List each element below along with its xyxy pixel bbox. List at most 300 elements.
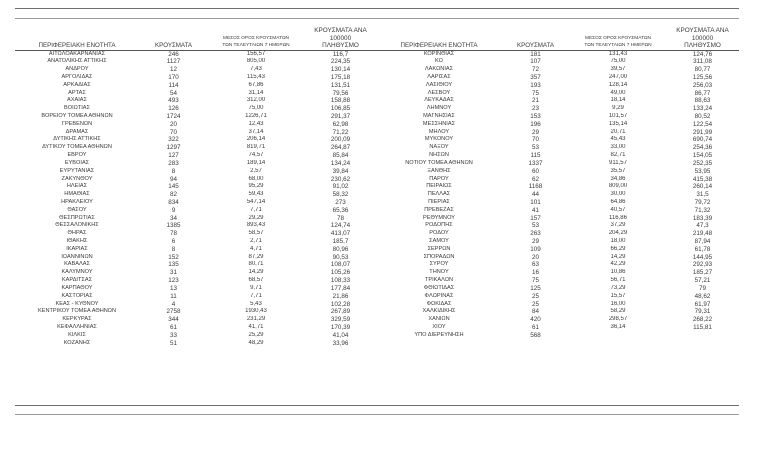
table-row — [377, 97, 739, 105]
region-cell: ΚΑΡΠΑΘΟΥ — [61, 284, 93, 291]
header-row — [377, 27, 739, 50]
cases-cell: 21 — [531, 97, 539, 105]
table-row — [15, 105, 377, 113]
region-cell: ΕΥΒΟΙΑΣ — [64, 159, 90, 166]
region-cell: ΙΩΑΝΝΙΝΩΝ — [61, 253, 93, 260]
table-body-left — [15, 50, 377, 347]
cases-cell: 51 — [169, 339, 177, 347]
cases-cell: 181 — [530, 50, 541, 58]
cases-cell: 82 — [169, 191, 177, 199]
cases-cell: 153 — [530, 113, 541, 120]
region-cell: ΙΘΑΚΗΣ — [66, 238, 88, 244]
cases-cell: 109 — [530, 245, 541, 253]
header-avg-line1: ΜΕΣΟΣ ΟΡΟΣ ΚΡΟΥΣΜΑΤΩΝ — [584, 35, 652, 41]
avg-cell: 56,71 — [610, 277, 626, 284]
table-row — [377, 82, 739, 90]
table-row — [15, 50, 377, 58]
cases-cell: 344 — [168, 316, 179, 324]
cases-cell: 152 — [168, 253, 179, 261]
table-row — [377, 66, 739, 74]
table-row — [15, 332, 377, 340]
cases-cell: 322 — [168, 136, 179, 144]
per100k-cell: 183,39 — [692, 214, 713, 222]
cases-cell: 78 — [169, 230, 177, 238]
region-cell: ΚΕΦΑΛΛΗΝΙΑΣ — [57, 323, 97, 330]
table-row — [15, 207, 377, 215]
per100k-cell: 41,04 — [332, 331, 349, 339]
avg-cell: 48,29 — [248, 339, 264, 346]
header-per100k-line1: ΚΡΟΥΣΜΑΤΑ ΑΝΑ 100000 — [676, 27, 729, 42]
avg-cell: 14,29 — [248, 269, 264, 276]
cases-cell: 123 — [168, 277, 179, 285]
per100k-cell: 144,95 — [692, 253, 713, 261]
per100k-cell: 87,94 — [694, 238, 711, 245]
cases-cell: 1127 — [166, 58, 181, 66]
region-cell: ΓΡΕΒΕΝΩΝ — [61, 120, 93, 127]
per100k-cell: 125,56 — [692, 73, 713, 81]
table-row — [377, 121, 739, 129]
region-cell: ΕΒΡΟΥ — [67, 152, 87, 159]
avg-cell: 25,29 — [248, 331, 264, 338]
avg-cell: 135,14 — [608, 120, 628, 127]
cases-cell: 1168 — [528, 183, 543, 191]
avg-cell: 911,57 — [609, 159, 627, 166]
table-row — [15, 308, 377, 316]
avg-cell: 30,00 — [610, 191, 626, 198]
region-cell: ΑΡΚΑΔΙΑΣ — [63, 81, 91, 88]
table-row — [15, 113, 377, 121]
avg-cell: 805,00 — [246, 58, 266, 65]
avg-cell: 156,57 — [246, 50, 266, 57]
per100k-cell: 91,02 — [332, 183, 349, 191]
avg-cell: 116,86 — [609, 214, 627, 221]
region-cell: ΣΑΜΟΥ — [429, 238, 449, 244]
bottom-rule-secondary — [15, 414, 739, 415]
cases-cell: 193 — [530, 81, 541, 89]
region-cell: ΣΠΟΡΑΔΩΝ — [423, 253, 455, 260]
table-row — [15, 246, 377, 254]
region-cell: ΡΟΔΟΥ — [429, 230, 449, 237]
cases-cell: 23 — [531, 105, 539, 113]
table-row — [15, 152, 377, 160]
per100k-cell: 170,39 — [330, 323, 351, 331]
avg-cell: 115,43 — [247, 73, 265, 80]
avg-cell: 39,57 — [610, 66, 626, 73]
per100k-cell: 85,84 — [332, 152, 349, 160]
per100k-cell: 105,26 — [330, 269, 351, 277]
avg-cell: 42,29 — [610, 261, 626, 268]
avg-cell — [570, 332, 666, 340]
avg-cell: 809,00 — [608, 183, 628, 190]
top-rule — [15, 8, 739, 9]
avg-cell: 893,43 — [246, 222, 266, 229]
avg-cell: 75,00 — [610, 58, 626, 65]
header-avg-line1: ΜΕΣΟΣ ΟΡΟΣ ΚΡΟΥΣΜΑΤΩΝ — [222, 35, 290, 41]
avg-cell: 247,00 — [608, 73, 628, 80]
region-cell: ΝΟΤΙΟΥ ΤΟΜΕΑ ΑΘΗΝΩΝ — [405, 159, 473, 166]
per100k-cell: 134,24 — [330, 159, 351, 167]
table-row — [15, 191, 377, 199]
avg-cell: 58,57 — [248, 230, 264, 237]
region-cell: ΑΙΤΩΛΟΑΚΑΡΝΑΝΙΑΣ — [48, 50, 106, 57]
cases-cell: 31 — [169, 269, 177, 277]
cases-cell: 61 — [169, 323, 177, 331]
per100k-cell: 106,85 — [330, 105, 351, 113]
avg-cell: 1930,43 — [245, 308, 267, 315]
table-row — [15, 230, 377, 238]
per100k-cell: 108,07 — [330, 261, 351, 269]
region-cell: ΡΟΔΟΠΗΣ — [425, 222, 453, 229]
region-cell: ΠΑΡΟΥ — [429, 175, 449, 182]
table-row — [377, 324, 739, 332]
region-cell: ΚΑΛΥΜΝΟΥ — [61, 269, 93, 276]
per100k-cell: 292,93 — [692, 261, 713, 269]
cases-cell: 70 — [531, 136, 539, 144]
header-cases: ΚΡΟΥΣΜΑΤΑ — [154, 41, 193, 49]
table-row — [377, 74, 739, 82]
table-row — [15, 90, 377, 98]
avg-cell: 66,29 — [610, 245, 626, 252]
per100k-cell: 175,18 — [330, 73, 351, 81]
avg-cell: 64,86 — [610, 198, 626, 205]
region-cell: ΚΕΡΚΥΡΑΣ — [62, 316, 92, 323]
per100k-cell: 79,72 — [694, 198, 711, 206]
per100k-cell: 79,31 — [694, 308, 711, 316]
table-row — [377, 238, 739, 246]
per100k-cell: 57,21 — [694, 277, 711, 285]
region-cell: ΠΕΛΛΑΣ — [427, 191, 451, 198]
region-cell: ΣΕΡΡΩΝ — [427, 245, 451, 252]
table-row — [15, 222, 377, 230]
table-row — [15, 301, 377, 309]
region-cell: ΚΕΝΤΡΙΚΟΥ ΤΟΜΕΑ ΑΘΗΝΩΝ — [37, 308, 116, 315]
per100k-cell: 268,22 — [692, 316, 713, 324]
cases-cell: 60 — [531, 167, 539, 175]
cases-cell: 2758 — [166, 308, 181, 316]
cases-cell: 145 — [168, 183, 179, 191]
table-row — [377, 191, 739, 199]
per100k-cell: 200,09 — [330, 136, 351, 144]
avg-cell: 34,86 — [610, 175, 626, 182]
cases-cell: 125 — [530, 284, 541, 292]
region-cell: ΝΗΣΩΝ — [429, 152, 449, 159]
cases-cell: 25 — [531, 300, 539, 308]
table-row — [377, 222, 739, 230]
per100k-cell: 260,14 — [692, 183, 713, 191]
per100k-cell: 47,3 — [696, 222, 709, 230]
cases-cell: 20 — [531, 253, 539, 261]
cases-cell: 29 — [531, 238, 539, 245]
table-row — [377, 168, 739, 176]
table-row — [15, 254, 377, 262]
cases-cell: 75 — [531, 277, 539, 285]
avg-cell: 16,00 — [610, 300, 626, 307]
per100k-cell: 108,33 — [330, 277, 351, 285]
cases-cell: 107 — [530, 58, 541, 66]
table-row — [15, 129, 377, 137]
table-row — [15, 199, 377, 207]
header-avg — [208, 27, 304, 50]
region-cell: ΞΑΝΘΗΣ — [427, 167, 451, 174]
bottom-rule — [15, 405, 739, 406]
avg-cell: 33,00 — [610, 144, 626, 151]
region-cell: ΛΑΣΙΘΙΟΥ — [425, 81, 453, 88]
per100k-cell: 80,77 — [694, 66, 711, 74]
table-row — [15, 215, 377, 223]
header-avg-line2: ΤΩΝ ΤΕΛΕΥΤΑΙΩΝ 7 ΗΜΕΡΩΝ — [584, 43, 652, 48]
table-row — [15, 238, 377, 246]
table-row — [15, 160, 377, 168]
avg-cell: 9,29 — [612, 105, 624, 112]
table-row — [15, 285, 377, 293]
table-row — [15, 269, 377, 277]
region-cell: ΒΟΙΩΤΙΑΣ — [64, 105, 90, 112]
table-row — [15, 144, 377, 152]
cases-cell: 63 — [531, 261, 539, 269]
per100k-cell: 413,07 — [330, 230, 351, 238]
region-cell: ΜΥΚΟΝΟΥ — [424, 136, 454, 143]
table-row — [377, 105, 739, 113]
table-row — [15, 121, 377, 129]
per100k-cell: 86,77 — [694, 89, 711, 97]
per100k-cell: 31,5 — [696, 191, 709, 199]
table-row — [377, 261, 739, 269]
region-cell: ΒΟΡΕΙΟΥ ΤΟΜΕΑ ΑΘΗΝΩΝ — [41, 113, 113, 119]
per100k-cell: 115,81 — [693, 323, 712, 331]
table-row — [15, 97, 377, 105]
region-cell: ΛΑΚΩΝΙΑΣ — [424, 66, 454, 73]
region-cell: ΔΥΤΙΚΟΥ ΤΟΜΕΑ ΑΘΗΝΩΝ — [42, 144, 112, 151]
cases-cell: 135 — [168, 261, 179, 269]
region-cell: ΠΡΕΒΕΖΑΣ — [424, 206, 454, 213]
header-per100k-line2: ΠΛΗΘΥΣΜΟ — [322, 42, 359, 49]
cases-cell: 196 — [530, 120, 541, 128]
avg-cell: 73,29 — [610, 284, 626, 291]
header-avg-line2: ΤΩΝ ΤΕΛΕΥΤΑΙΩΝ 7 ΗΜΕΡΩΝ — [222, 43, 290, 48]
region-cell: ΘΕΣΠΡΩΤΙΑΣ — [59, 214, 95, 221]
avg-cell: 67,86 — [248, 81, 264, 88]
avg-cell: 59,43 — [248, 191, 264, 198]
table-row — [377, 301, 739, 309]
cases-cell: 283 — [168, 159, 179, 167]
table-row — [15, 324, 377, 332]
avg-cell: 204,29 — [608, 230, 628, 237]
table-row — [377, 215, 739, 223]
region-cell: ΜΗΛΟΥ — [428, 128, 450, 135]
cases-cell: 9 — [171, 206, 176, 214]
region-cell: ΔΥΤΙΚΗΣ ΑΤΤΙΚΗΣ — [53, 136, 101, 143]
per100k-cell: 78 — [336, 214, 344, 222]
table-row — [377, 230, 739, 238]
region-cell: ΧΙΟΥ — [432, 323, 446, 330]
avg-cell: 1226,71 — [245, 113, 267, 119]
region-cell: ΤΡΙΚΑΛΩΝ — [424, 277, 454, 284]
per100k-cell: 21,86 — [332, 292, 349, 300]
avg-cell: 37,14 — [248, 128, 264, 135]
cases-cell: 72 — [531, 66, 539, 74]
per100k-cell: 61,78 — [694, 245, 711, 253]
table-row — [15, 183, 377, 191]
region-cell: ΘΑΣΟΥ — [67, 206, 87, 213]
cases-cell: 568 — [530, 331, 541, 339]
table-row — [377, 308, 739, 316]
avg-cell: 7,71 — [250, 292, 262, 299]
table-row — [377, 277, 739, 285]
cases-cell: 114 — [168, 81, 179, 89]
per100k-cell: 62,98 — [332, 120, 349, 128]
region-cell: ΠΕΙΡΑΙΩΣ — [426, 183, 452, 190]
region-cell: ΧΑΝΙΩΝ — [428, 316, 450, 323]
header-per100k — [304, 27, 377, 50]
region-cell: ΑΝΑΤΟΛΙΚΗΣ ΑΤΤΙΚΗΣ — [47, 58, 107, 65]
avg-cell: 75,00 — [248, 105, 264, 112]
table-row — [15, 340, 377, 348]
avg-cell: 4,71 — [250, 245, 262, 252]
region-cell: ΛΕΣΒΟΥ — [427, 89, 451, 96]
region-cell: ΗΛΕΙΑΣ — [66, 183, 88, 190]
avg-cell: 131,43 — [608, 50, 628, 57]
region-cell: ΥΠΟ ΔΙΕΡΕΥΝΗΣΗ — [414, 331, 464, 338]
table-row — [15, 136, 377, 144]
region-cell: ΧΑΛΚΙΔΙΚΗΣ — [422, 308, 456, 315]
avg-cell: 36,14 — [610, 323, 626, 330]
avg-cell: 189,14 — [246, 159, 266, 166]
per100k-cell: 311,08 — [693, 58, 712, 66]
cases-cell: 115 — [530, 152, 541, 160]
per100k-cell: 690,74 — [692, 136, 713, 144]
region-cell: ΘΗΡΑΣ — [67, 230, 87, 237]
region-cell: ΙΚΑΡΙΑΣ — [66, 245, 88, 252]
top-rule-secondary — [15, 18, 739, 19]
table-row — [15, 277, 377, 285]
region-cell: ΗΜΑΘΙΑΣ — [64, 191, 90, 198]
cases-cell: 8 — [171, 167, 176, 175]
avg-cell: 41,71 — [248, 323, 264, 330]
table-row — [15, 293, 377, 301]
region-cell: ΣΥΡΟΥ — [429, 261, 449, 268]
cases-cell: 1297 — [166, 144, 181, 152]
table-row — [377, 160, 739, 168]
header-row — [15, 27, 377, 50]
avg-cell: 68,57 — [248, 277, 264, 284]
region-cell: ΛΕΥΚΑΔΑΣ — [424, 97, 454, 104]
cases-table-left — [15, 27, 377, 347]
cases-cell: 357 — [530, 73, 541, 81]
avg-cell: 31,14 — [248, 89, 264, 96]
avg-cell: 87,29 — [248, 253, 264, 260]
cases-cell: 61 — [531, 323, 539, 331]
cases-table-right — [377, 27, 739, 340]
avg-cell: 12,43 — [248, 120, 264, 127]
region-cell: ΗΡΑΚΛΕΙΟΥ — [61, 198, 93, 205]
per100k-cell: 154,05 — [692, 152, 713, 160]
avg-cell: 15,57 — [610, 292, 626, 299]
cases-cell: 170 — [168, 73, 179, 81]
region-cell: ΦΩΚΙΔΑΣ — [426, 300, 452, 307]
table-row — [15, 316, 377, 324]
avg-cell: 7,71 — [250, 206, 262, 213]
per100k-cell: 273 — [335, 198, 346, 206]
table-row — [15, 82, 377, 90]
region-cell: ΛΑΡΙΣΑΣ — [427, 73, 451, 80]
per100k-cell: 116,7 — [332, 50, 349, 58]
cases-cell: 6 — [171, 238, 176, 245]
cases-cell: 33 — [169, 331, 177, 339]
per100k-cell: 53,95 — [694, 167, 711, 175]
header-cases: ΚΡΟΥΣΜΑΤΑ — [516, 41, 555, 49]
table-row — [377, 183, 739, 191]
per100k-cell — [666, 332, 739, 340]
per100k-cell: 80,52 — [694, 113, 711, 120]
cases-cell: 834 — [168, 198, 179, 206]
cases-cell: 493 — [168, 97, 179, 105]
per100k-cell: 71,32 — [694, 206, 711, 214]
per100k-cell: 291,37 — [330, 113, 351, 120]
region-cell: ΜΕΣΣΗΝΙΑΣ — [422, 120, 456, 127]
avg-cell: 37,29 — [610, 222, 626, 229]
avg-cell: 298,57 — [608, 316, 628, 323]
per100k-cell: 65,36 — [332, 206, 349, 214]
region-cell: ΖΑΚΥΝΘΟΥ — [61, 175, 93, 182]
avg-cell: 128,14 — [608, 81, 628, 88]
region-cell: ΚΑΡΔΙΤΣΑΣ — [61, 277, 93, 284]
table-row — [377, 50, 739, 58]
region-cell: ΚΙΛΚΙΣ — [68, 331, 86, 338]
per100k-cell: 88,63 — [694, 97, 711, 105]
header-region: ΠΕΡΙΦΕΡΕΙΑΚΗ ΕΝΟΤΗΤΑ — [400, 41, 478, 49]
per100k-cell: 230,62 — [330, 175, 351, 183]
table-row — [377, 285, 739, 293]
avg-cell: 58,29 — [610, 308, 626, 315]
cases-cell: 34 — [169, 214, 177, 222]
per100k-cell: 177,84 — [330, 284, 351, 292]
per100k-cell: 133,24 — [692, 105, 713, 113]
table-row — [377, 293, 739, 301]
per100k-cell: 224,35 — [330, 58, 351, 66]
per100k-cell: 219,48 — [692, 230, 713, 238]
cases-cell: 1724 — [166, 113, 181, 120]
cases-cell: 157 — [530, 214, 541, 222]
avg-cell: 101,57 — [608, 113, 628, 119]
avg-cell: 14,29 — [610, 253, 626, 260]
table-row — [15, 58, 377, 66]
cases-cell: 246 — [168, 50, 179, 58]
avg-cell: 80,71 — [248, 261, 264, 268]
table-row — [377, 58, 739, 66]
table-row — [377, 144, 739, 152]
per100k-cell: 39,84 — [332, 167, 349, 175]
avg-cell: 20,71 — [610, 128, 626, 135]
cases-cell: 101 — [530, 198, 541, 206]
table-left — [15, 27, 377, 347]
cases-cell: 62 — [531, 175, 539, 183]
cases-cell: 8 — [171, 245, 176, 253]
avg-cell: 2,57 — [250, 167, 262, 174]
region-cell: ΚΩ — [435, 58, 443, 65]
cases-cell: 25 — [531, 292, 539, 300]
region-cell: ΜΑΓΝΗΣΙΑΣ — [423, 113, 455, 119]
avg-cell: 74,57 — [248, 152, 264, 159]
region-cell: ΑΡΓΟΛΙΔΑΣ — [61, 73, 93, 80]
per100k-cell: 79 — [698, 284, 706, 292]
table-row — [377, 129, 739, 137]
region-cell: ΑΧΑΪΑΣ — [67, 97, 87, 104]
cases-cell: 84 — [531, 308, 539, 316]
cases-cell: 126 — [168, 105, 179, 113]
per100k-cell: 329,59 — [330, 316, 351, 324]
header-per100k — [666, 27, 739, 50]
per100k-cell: 122,54 — [692, 120, 713, 128]
